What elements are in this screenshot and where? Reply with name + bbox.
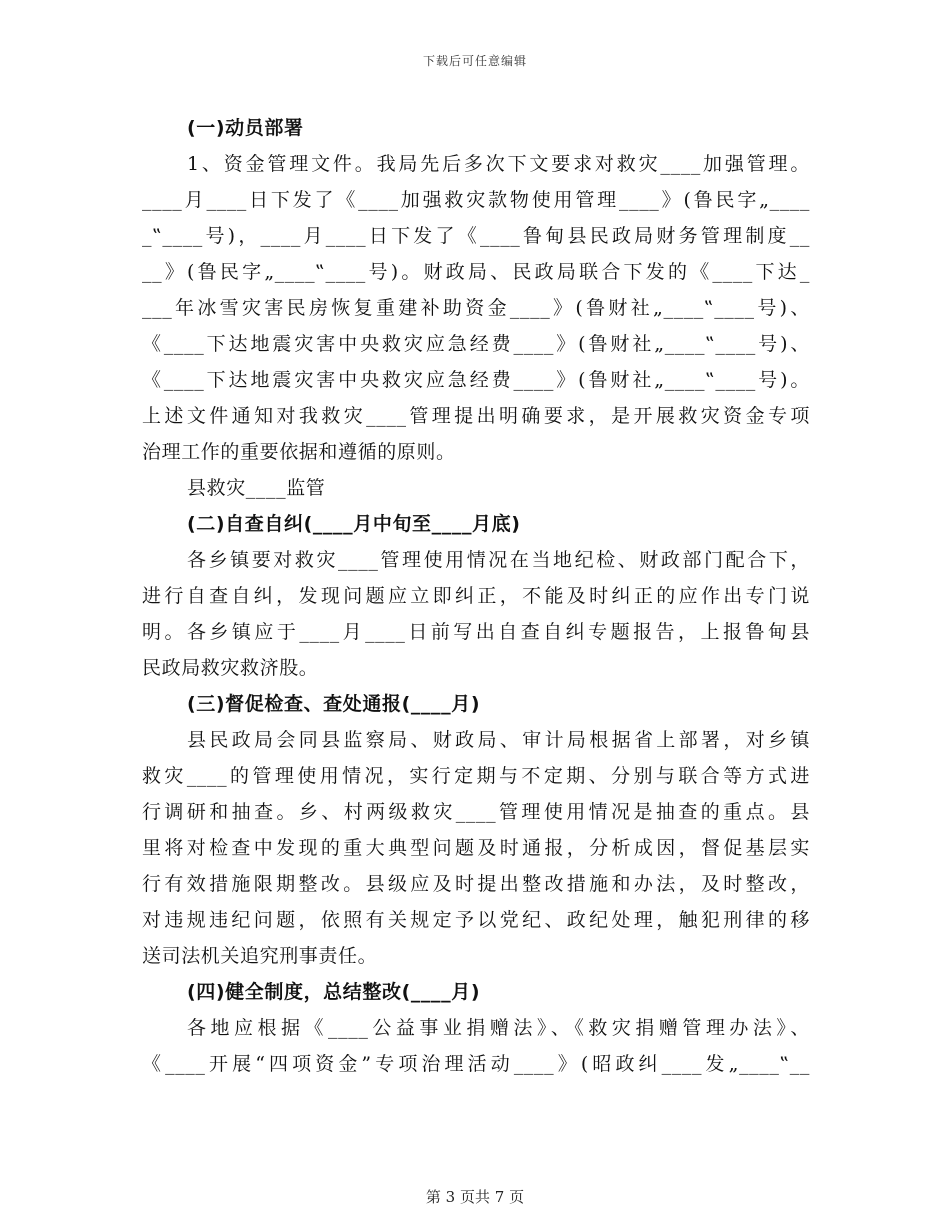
paragraph-line: 各乡镇要对救灾____管理使用情况在当地纪检、财政部门配合下，: [187, 549, 810, 571]
paragraph-line: 《____下达地震灾害中央救灾应急经费____》(鲁财社„____‟____号)、: [142, 333, 810, 355]
paragraph-line: 救灾____的管理使用情况，实行定期与不定期、分别与联合等方式进: [142, 765, 810, 787]
paragraph-line: 《____开展“四项资金”专项治理活动____》(昭政纠____发„____‟__: [142, 1053, 810, 1075]
paragraph-line: 里将对检查中发现的重大典型问题及时通报，分析成因，督促基层实: [142, 837, 810, 859]
paragraph-line: 对违规违纪问题，依照有关规定予以党纪、政纪处理，触犯刑律的移: [142, 909, 810, 931]
paragraph-line: 治理工作的重要依据和遵循的原则。: [142, 441, 456, 463]
section-heading: (四)健全制度，总结整改(____月): [187, 981, 481, 1003]
page-header-note: 下载后可任意编辑: [422, 54, 527, 68]
paragraph-line: 进行自查自纠，发现问题应立即纠正，不能及时纠正的应作出专门说: [142, 585, 810, 607]
paragraph-line: 行调研和抽查。乡、村两级救灾____管理使用情况是抽查的重点。县: [142, 801, 810, 823]
paragraph-line: 《____下达地震灾害中央救灾应急经费____》(鲁财社„____‟____号)。: [142, 369, 810, 391]
paragraph-line: 送司法机关追究刑事责任。: [142, 945, 378, 967]
paragraph-line: 1、资金管理文件。我局先后多次下文要求对救灾____加强管理。: [187, 153, 810, 175]
document-body: [142, 110, 810, 1082]
paragraph-line: 上述文件通知对我救灾____管理提出明确要求，是开展救灾资金专项: [142, 405, 810, 427]
page-number: 第 3 页共 7 页: [425, 1188, 525, 1206]
paragraph-line: 明。各乡镇应于____月____日前写出自查自纠专题报告，上报鲁甸县: [142, 621, 810, 643]
paragraph-line: 民政局救灾救济股。: [142, 657, 319, 679]
section-heading: (一)动员部署: [187, 117, 304, 139]
paragraph-line: 县民政局会同县监察局、财政局、审计局根据省上部署，对乡镇: [187, 729, 810, 751]
section-heading: (三)督促检查、查处通报(____月): [187, 693, 481, 715]
paragraph-line: ___年冰雪灾害民房恢复重建补助资金____》(鲁财社„____‟____号)、: [142, 297, 810, 319]
paragraph-line: 行有效措施限期整改。县级应及时提出整改措施和办法，及时整改，: [142, 873, 810, 895]
paragraph-line: ____月____日下发了《____加强救灾款物使用管理____》(鲁民字„____: [142, 189, 810, 211]
paragraph-line: _‟____号)，____月____日下发了《____鲁甸县民政局财务管理制度__: [142, 225, 810, 247]
section-heading: (二)自查自纠(____月中旬至____月底): [187, 513, 521, 535]
paragraph-line: 县救灾____监管: [187, 477, 326, 499]
paragraph-line: 各地应根据《____公益事业捐赠法》、《救灾捐赠管理办法》、: [187, 1017, 810, 1039]
paragraph-line: __》(鲁民字„____‟____号)。财政局、民政局联合下发的《____下达_: [142, 261, 810, 283]
